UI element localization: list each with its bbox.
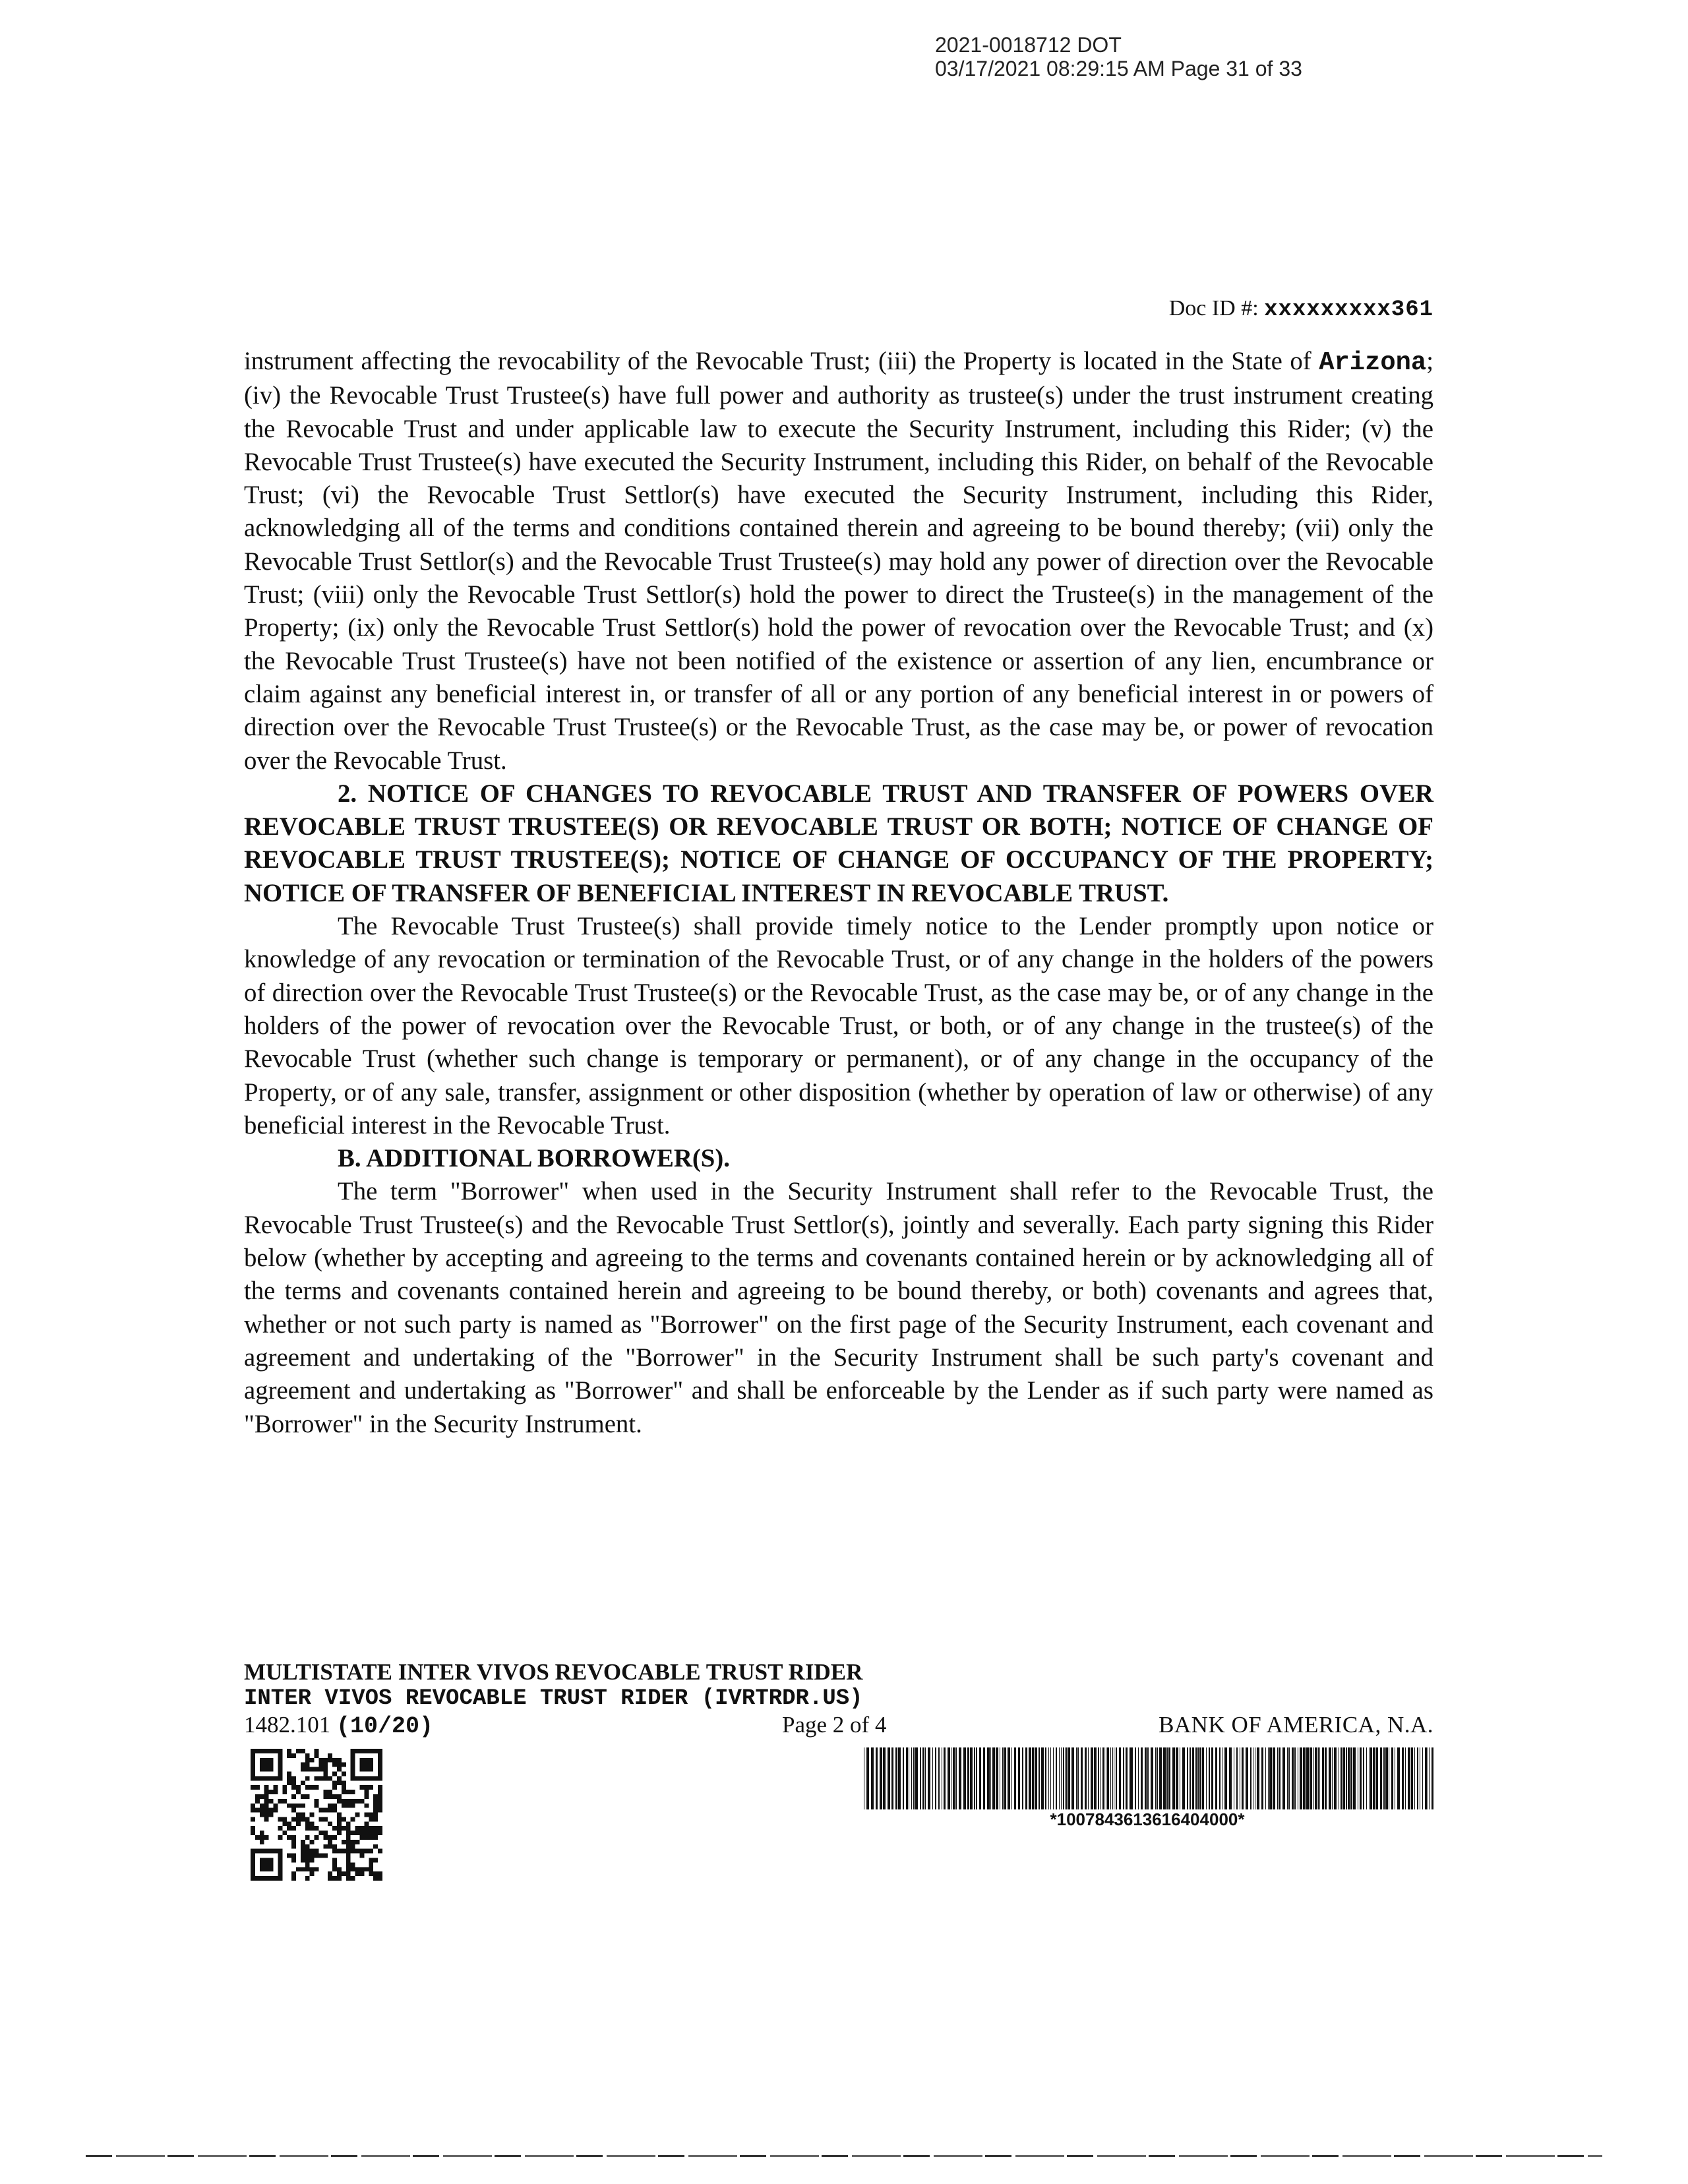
body-paragraph-3: The term "Borrower" when used in the Security Instrument shall refer to the Revocable Trust, the Revocable Trust Trustee(s) and the Revocable Trust Settlor(s), jointly and severally. Each party signing this Rider below (whether by accepting and agreeing to the terms and covenants contained herein or by acknowledging all of the terms and covenants contained herein and agreeing to be bound thereby, or both) covenants and agrees that, whether or not such party is named as "Borrower" on the first page of the Security Instrument, each covenant and agreement and undertaking of the "Borrower" in the Security Instrument shall be such party's covenant and agreement and undertaking as "Borrower" and shall be enforceable by the Lender as if such party were named as "Borrower" in the Security Instrument. (244, 1177, 1433, 1438)
qr-code-icon (251, 1749, 382, 1881)
footer-form-number (244, 1712, 433, 1740)
bottom-divider (86, 2155, 1602, 2157)
footer-lender: BANK OF AMERICA, N.A. (1159, 1712, 1433, 1738)
section-heading-2: 2. NOTICE OF CHANGES TO REVOCABLE TRUST AND TRANSFER OF POWERS OVER REVOCABLE TRUST TRUSTEE(S) OR REVOCABLE TRUST OR BOTH; NOTICE OF CHANGE OF REVOCABLE TRUST TRUSTEE(S); NOTICE OF CHANGE OF OCCUPANCY OF THE PROPERTY; NOTICE OF TRANSFER OF BENEFICIAL INTEREST IN REVOCABLE TRUST. (244, 779, 1433, 907)
property-state: Arizona (1319, 348, 1427, 377)
form-number: 1482.101 (244, 1712, 336, 1738)
paragraph-1-start: instrument affecting the revocability of the Revocable Trust; (iii) the Property is located in the State of (244, 347, 1319, 375)
body-paragraph-2: The Revocable Trust Trustee(s) shall provide timely notice to the Lender promptly upon notice or knowledge of any revocation or termination of the Revocable Trust, or of any change in the holders of the powers of direction over the Revocable Trust Trustee(s) or the Revocable Trust, as the case may be, or of any change in the holders of the power of revocation over the Revocable Trust, or both, or of any change in the trustee(s) of the Revocable Trust (whether such change is temporary or permanent), or of any change in the occupancy of the Property, or of any sale, transfer, assignment or other disposition (whether by operation of law or otherwise) of any beneficial interest in the Revocable Trust. (244, 912, 1433, 1139)
footer-title: MULTISTATE INTER VIVOS REVOCABLE TRUST RIDER (244, 1659, 863, 1685)
body-paragraph-1 (244, 345, 1433, 777)
section-heading-b: B. ADDITIONAL BORROWER(S). (338, 1144, 730, 1173)
paragraph-1-rest: ; (iv) the Revocable Trust Trustee(s) have full power and authority as trustee(s) under the trust instrument creating the Revocable Trust and under applicable law to execute the Security Instrument, including this Rider; (v) the Revocable Trust Trustee(s) have executed the Security Instrument, including this Rider, on behalf of the Revocable Trust; (vi) the Revocable Trust Settlor(s) have executed the Security Instrument, including this Rider, acknowledging all of the terms and conditions contained therein and agreeing to be bound thereby; (vii) only the Revocable Trust Settlor(s) and the Revocable Trust Trustee(s) may hold any power of direction over the Revocable Trust; (viii) only the Revocable Trust Settlor(s) hold the power to direct the Trustee(s) in the management of the Property; (ix) only the Revocable Trust Settlor(s) hold the power of revocation over the Revocable Trust; and (x) the Revocable Trust Trustee(s) have not been notified of the existence or assertion of any lien, encumbrance or claim against any beneficial interest in, or transfer of all or any portion of any beneficial interest in or powers of direction over the Revocable Trust Trustee(s) or the Revocable Trust, as the case may be, or power of revocation over the Revocable Trust. (244, 347, 1433, 775)
footer-page-number: Page 2 of 4 (782, 1712, 887, 1738)
form-date: (10/20) (336, 1713, 434, 1740)
doc-id-label: Doc ID #: (1168, 296, 1265, 320)
footer-subtitle: INTER VIVOS REVOCABLE TRUST RIDER (IVRTRDR.US) (244, 1686, 863, 1711)
recording-timestamp-page: 03/17/2021 08:29:15 AM Page 31 of 33 (935, 57, 1302, 80)
document-body (244, 345, 1433, 1441)
doc-id-value: xxxxxxxxx361 (1264, 297, 1433, 322)
recording-document-number: 2021-0018712 DOT (935, 33, 1122, 57)
doc-id (1169, 295, 1433, 323)
barcode-icon (862, 1747, 1435, 1809)
barcode-number: *1007843613616404000* (1050, 1809, 1245, 1829)
recording-stamp (935, 33, 1302, 80)
